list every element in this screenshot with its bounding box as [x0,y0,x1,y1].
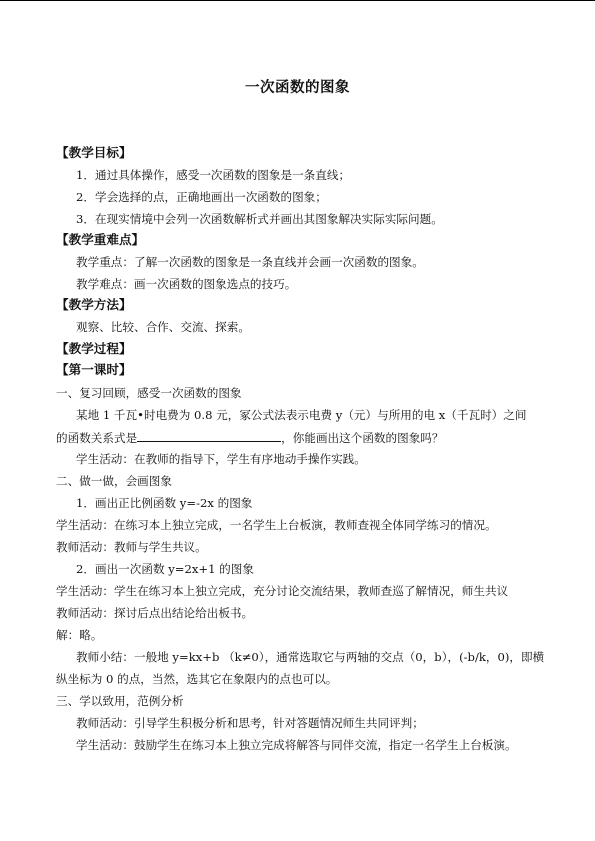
part3-student: 学生活动：鼓励学生在练习本上独立完成将解答与同伴交流，指定一名学生上台板演。 [76,738,517,752]
part2-summary-line1: 教师小结：一般地 y=kx+b （k≠0），通常选取它与两轴的交点（0，b），(-b/k，0)，即横 [76,650,545,664]
heading-lesson-one: 【第一课时】 [56,362,132,377]
part1-problem-prefix: 的函数关系式是 [56,431,138,445]
part3-teacher: 教师活动：引导学生积极分析和思考，针对答题情况师生共同评判； [76,716,424,730]
goal-item-2: 2．学会选择的点，正确地画出一次函数的图象； [76,190,327,204]
goal-item-1: 1．通过具体操作，感受一次函数的图象是一条直线； [76,168,351,182]
part2-step1: 1．画出正比例函数 y=-2x 的图象 [76,496,253,510]
part1-problem-line2 [56,430,444,445]
focus-key: 教学重点：了解一次函数的图象是一条直线并会画一次函数的图象。 [76,255,424,269]
part3-title: 三、学以致用，范例分析 [56,694,184,708]
part2-student1: 学生活动：在练习本上独立完成，一名学生上台板演，教师查视全体同学练习的情况。 [56,518,497,532]
part1-activity: 学生活动：在教师的指导下，学生有序地动手操作实践。 [76,452,366,466]
method-text: 观察、比较、合作、交流、探索。 [76,320,250,334]
part2-teacher1: 教师活动：教师与学生共议。 [56,540,207,554]
part2-summary-line2: 纵坐标为 0 的点，当然，选其它在象限内的点也可以。 [56,672,338,686]
page-title: 一次函数的图象 [245,80,350,96]
answer-blank [137,430,281,442]
part2-teacher2: 教师活动：探讨后点出结论给出板书。 [56,606,254,620]
part2-solution: 解：略。 [56,628,103,642]
part2-step2: 2．画出一次函数 y=2x+1 的图象 [76,562,254,576]
heading-process: 【教学过程】 [56,341,132,356]
part2-student2: 学生活动：学生在练习本上独立完成，充分讨论交流结果，教师查巡了解情况，师生共议 [56,584,509,598]
heading-focus: 【教学重难点】 [56,232,145,247]
part1-problem-suffix: ，你能画出这个函数的图象吗？ [281,431,444,445]
part2-title: 二、做一做，会画图象 [56,474,172,488]
part1-problem-line1: 某地 1 千瓦•时电费为 0.8 元，冢公式法表示电费 y（元）与所用的电 x（千瓦时）之间 [76,408,527,422]
focus-difficulty: 教学难点：画一次函数的图象选点的技巧。 [76,277,297,291]
part1-title: 一、复习回顾，感受一次函数的图象 [56,386,242,400]
goal-item-3: 3．在现实情境中会列一次函数解析式并画出其图象解决实际实际问题。 [76,212,443,226]
heading-method: 【教学方法】 [56,297,132,312]
heading-goals: 【教学目标】 [56,145,132,160]
